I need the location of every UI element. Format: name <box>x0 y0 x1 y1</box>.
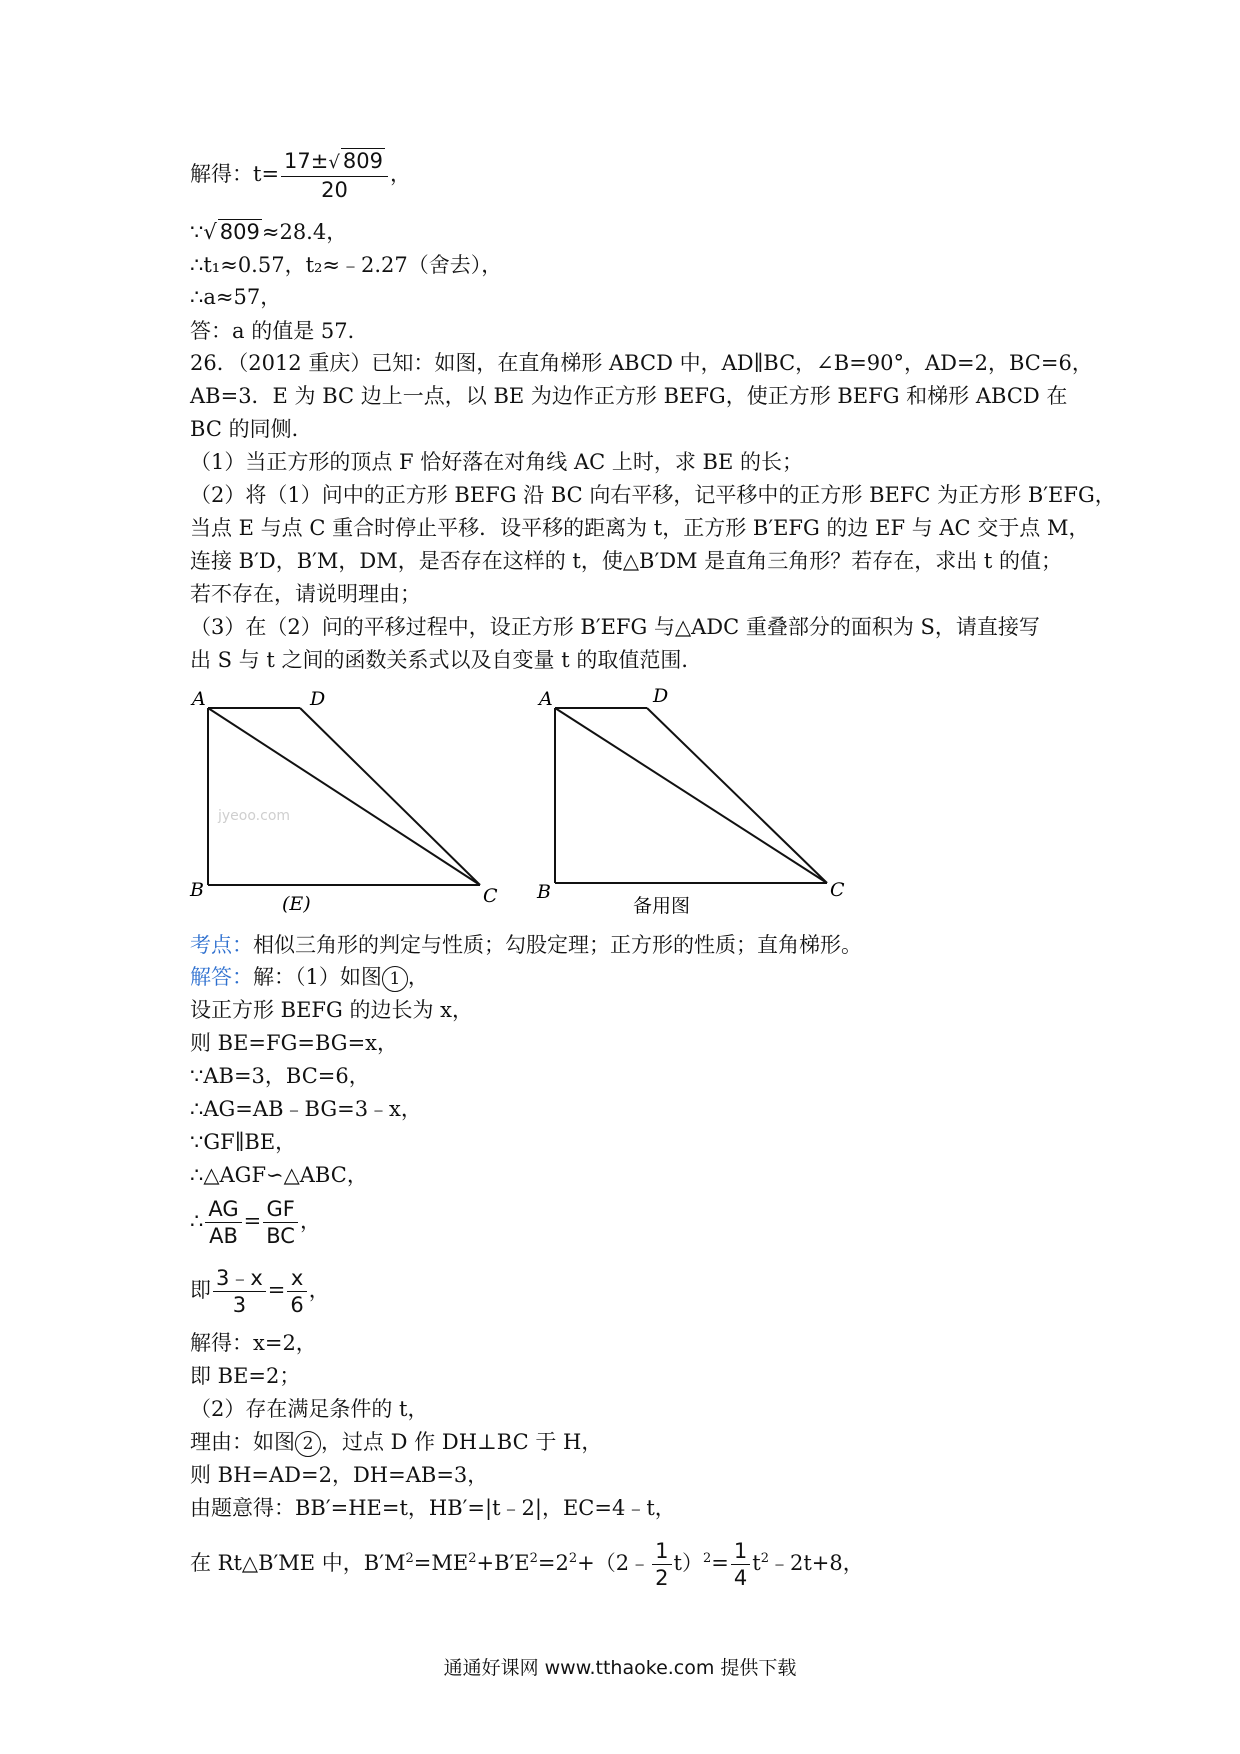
label-C: C <box>830 879 845 901</box>
fraction: $\frac{1}{4}$ <box>731 1538 750 1591</box>
step-1: 设正方形 BEFG 的边长为 x， <box>190 998 473 1022</box>
trapezoid-figure-2 <box>527 680 857 920</box>
step-2: 则 BE=FG=BG=x， <box>190 1031 399 1055</box>
solution-line-3: ∴t₁≈0.57，t₂≈﹣2.27（舍去）， <box>190 253 503 277</box>
step-9: 解得：x=2， <box>190 1331 317 1355</box>
jieda-label: 解答： <box>190 965 253 989</box>
step-3: ∵AB=3，BC=6， <box>190 1064 370 1088</box>
fraction: $\frac{AG}{AB}$ <box>205 1196 241 1249</box>
question-3-line-2: 出 S 与 t 之间的函数关系式以及自变量 t 的取值范围． <box>190 648 703 672</box>
fraction: $\frac{3﹣x}{3}$ <box>213 1265 266 1318</box>
label-E: (E) <box>282 893 311 915</box>
step-8: 即 $\frac{3﹣x}{3}$ = $\frac{x}{6}$ ， <box>190 1266 330 1317</box>
step-4: ∴AG=AB﹣BG=3﹣x， <box>190 1097 422 1121</box>
step-6: ∴△AGF∽△ABC， <box>190 1163 368 1187</box>
segment-DC <box>300 708 480 885</box>
step-12: 理由：如图 2 ，过点 D 作 DH⊥BC 于 H， <box>190 1427 602 1457</box>
step-13: 则 BH=AD=2，DH=AB=3， <box>190 1463 489 1487</box>
step-5: ∵GF∥BE， <box>190 1130 297 1154</box>
circled-number-1: 1 <box>382 966 408 992</box>
label-A: A <box>192 688 206 710</box>
question-3-line-1: （3）在（2）问的平移过程中，设正方形 B′EFG 与△ADC 重叠部分的面积为 S，请直接写 <box>190 615 1040 639</box>
kaodian-label: 考点： <box>190 933 253 957</box>
solution-line-5: 答：a 的值是 57． <box>190 319 369 343</box>
step-11: （2）存在满足条件的 t， <box>190 1397 429 1421</box>
label-B: B <box>190 879 204 901</box>
problem-line-1: 26．（2012 重庆）已知：如图，在直角梯形 ABCD 中，AD∥BC，∠B=90°，AD=2，BC=6， <box>190 351 1093 375</box>
question-2-line-1: （2）将（1）问中的正方形 BEFG 沿 BC 向右平移，记平移中的正方形 BEFC 为正方形 B′EFG， <box>190 483 1116 507</box>
step-15: 在 Rt△B′ME 中，$B'M^2=ME^2+B'E^2=2^2+(2﹣$ $\frac{1}{2}$ t）$^2$= $\frac{1}{4}$ $t^2﹣2t+8$， <box>190 1539 864 1590</box>
question-1: （1）当正方形的顶点 F 恰好落在对角线 AC 上时，求 BE 的长； <box>190 450 803 474</box>
circled-number-2: 2 <box>295 1431 321 1457</box>
trapezoid-figure-1 <box>180 680 510 920</box>
fraction: $\frac{x}{6}$ <box>287 1265 306 1318</box>
question-2-line-2: 当点 E 与点 C 重合时停止平移．设平移的距离为 t，正方形 B′EFG 的边 EF 与 AC 交于点 M， <box>190 516 1090 540</box>
diagonal-AC <box>555 708 827 883</box>
label-D: D <box>653 685 669 707</box>
label-C: C <box>483 885 498 907</box>
step-7: ∴ $\frac{AG}{AB}$ = $\frac{GF}{BC}$ ， <box>190 1197 321 1248</box>
kaodian-line: 考点：相似三角形的判定与性质；勾股定理；正方形的性质；直角梯形。 <box>190 933 862 957</box>
solution-line-4: ∴a≈57， <box>190 285 282 309</box>
problem-line-3: BC 的同侧． <box>190 417 313 441</box>
fraction: $\frac{GF}{BC}$ <box>263 1196 298 1249</box>
diagonal-AC <box>208 708 480 885</box>
label-D: D <box>310 688 326 710</box>
step-14: 由题意得：BB′=HE=t，HB′=|t﹣2|，EC=4﹣t， <box>190 1496 676 1520</box>
solution-line-2: ∵√ 809≈28.4， <box>190 220 348 244</box>
problem-line-2: AB=3．E 为 BC 边上一点，以 BE 为边作正方形 BEFG，使正方形 BEFG 和梯形 ABCD 在 <box>190 384 1068 408</box>
question-2-line-4: 若不存在，请说明理由； <box>190 582 421 606</box>
label-B: B <box>537 881 551 903</box>
solution-line-1: 解得：t= $\frac{17\pm√ 809}{20}$ ， <box>190 149 411 202</box>
figure-caption: 备用图 <box>633 895 691 917</box>
step-10: 即 BE=2； <box>190 1364 301 1388</box>
segment-DC <box>647 708 827 883</box>
page-footer: 通通好课网 www.tthaoke.com 提供下载 <box>443 1657 797 1679</box>
fraction: $\frac{17\pm√ 809}{20}$ <box>281 148 388 203</box>
jieda-line: 解答：解：（1）如图 1 ， <box>190 962 429 992</box>
question-2-line-3: 连接 B′D，B′M，DM，是否存在这样的 t，使△B′DM 是直角三角形？若存在，求出 t 的值； <box>190 549 1063 573</box>
fraction: $\frac{1}{2}$ <box>652 1538 671 1591</box>
label-A: A <box>539 688 553 710</box>
watermark: jyeoo.com <box>218 808 291 824</box>
